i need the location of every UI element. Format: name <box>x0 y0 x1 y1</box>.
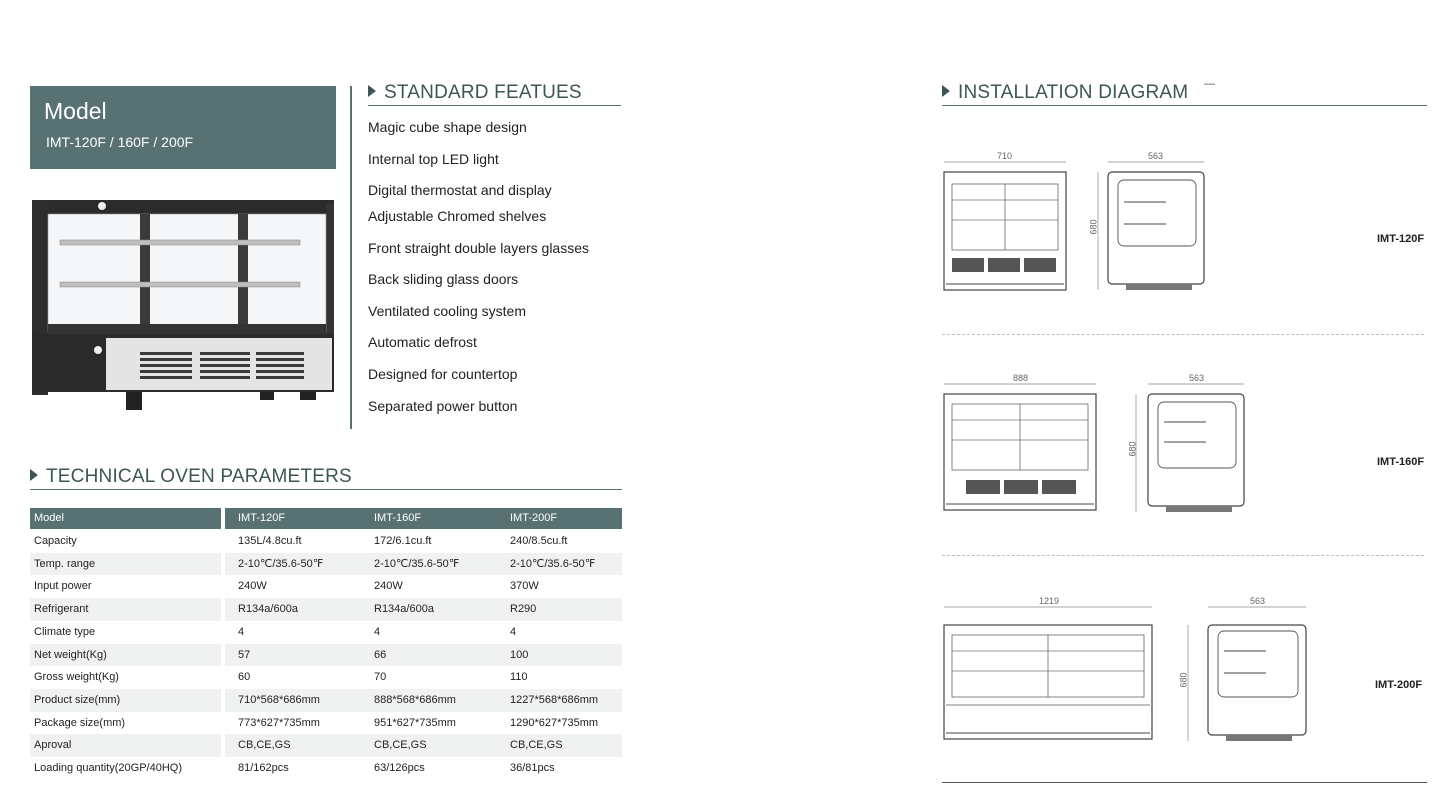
width-dimension: 888 <box>1013 373 1029 383</box>
table-row <box>30 530 622 553</box>
table-row <box>30 734 622 757</box>
table-cell: 888*568*686mm <box>374 693 456 706</box>
feature-item: Internal top LED light <box>368 151 499 167</box>
installation-heading-text: INSTALLATION DIAGRAM <box>958 82 1189 103</box>
table-cell: 1290*627*735mm <box>510 716 599 729</box>
table-header <box>30 508 622 529</box>
table-cell: 57 <box>238 648 251 661</box>
triangle-icon <box>30 469 38 481</box>
table-cell: R134a/600a <box>374 603 434 616</box>
table-cell: CB,CE,GS <box>374 739 427 752</box>
column-gap <box>221 530 225 553</box>
installation-heading-line <box>942 105 1427 106</box>
feature-item: Digital thermostat and display <box>368 182 552 198</box>
header-cell: IMT-160F <box>374 512 422 524</box>
table-row <box>30 757 622 780</box>
table-row <box>30 621 622 644</box>
table-cell: CB,CE,GS <box>510 739 563 752</box>
table-cell: 240W <box>238 580 267 593</box>
installation-heading <box>942 82 1188 104</box>
table-row <box>30 644 622 667</box>
front-view-drawing <box>942 160 1072 295</box>
row-label: Loading quantity(20GP/40HQ) <box>34 762 182 774</box>
table-cell: 172/6.1cu.ft <box>374 535 432 547</box>
row-label: Temp. range <box>34 557 96 570</box>
row-label: Climate type <box>34 625 96 638</box>
table-row <box>30 712 622 735</box>
diagram-model-label: IMT-120F <box>1377 233 1425 245</box>
side-view-drawing <box>1134 382 1249 517</box>
diagram-model-label: IMT-200F <box>1375 679 1423 691</box>
table-row <box>30 689 622 712</box>
feature-item: Ventilated cooling system <box>368 303 526 319</box>
table-row <box>30 598 622 621</box>
front-view-drawing <box>942 605 1157 745</box>
parameters-heading-line <box>30 489 622 490</box>
features-heading <box>368 82 582 104</box>
column-gap <box>221 689 225 712</box>
feature-item: Automatic defrost <box>368 334 477 350</box>
parameters-heading <box>30 466 352 488</box>
depth-dimension: 563 <box>1189 373 1205 383</box>
table-cell: R290 <box>510 603 537 616</box>
column-gap <box>221 575 225 598</box>
column-gap <box>221 734 225 757</box>
table-row <box>30 666 622 689</box>
table-row <box>30 553 622 576</box>
feature-item: Front straight double layers glasses <box>368 240 589 256</box>
header-cell: IMT-200F <box>510 512 558 524</box>
row-label: Gross weight(Kg) <box>34 671 119 684</box>
row-label: Package size(mm) <box>34 716 126 729</box>
parameters-heading-text: TECHNICAL OVEN PARAMETERS <box>46 466 352 487</box>
side-view-drawing <box>1096 160 1211 295</box>
triangle-icon <box>942 85 950 97</box>
side-view-drawing <box>1186 605 1311 745</box>
feature-item: Back sliding glass doors <box>368 271 519 287</box>
depth-dimension: 563 <box>1250 596 1266 606</box>
table-cell: R134a/600a <box>238 603 298 616</box>
row-label: Refrigerant <box>34 603 89 616</box>
column-gap <box>221 757 225 780</box>
table-cell: 240W <box>374 580 403 593</box>
table-cell: 66 <box>374 648 387 661</box>
row-label: Capacity <box>34 535 77 547</box>
product-image <box>30 192 338 417</box>
feature-item: Designed for countertop <box>368 366 518 382</box>
column-gap <box>221 598 225 621</box>
table-cell: 2-10℃/35.6-50℉ <box>238 557 324 570</box>
row-label: Net weight(Kg) <box>34 648 107 661</box>
model-box <box>30 86 336 169</box>
column-gap <box>221 666 225 689</box>
header-cell: IMT-120F <box>238 512 286 524</box>
width-dimension: 1219 <box>1039 596 1060 606</box>
feature-item: Adjustable Chromed shelves <box>368 208 547 224</box>
column-gap <box>221 644 225 667</box>
table-row <box>30 575 622 598</box>
table-cell: 951*627*735mm <box>374 716 456 729</box>
diagram-separator <box>942 555 1424 556</box>
column-gap <box>221 508 225 529</box>
table-cell: 63/126pcs <box>374 762 425 774</box>
feature-item: Magic cube shape design <box>368 119 527 135</box>
model-title: Model <box>44 98 107 124</box>
model-subtitle: IMT-120F / 160F / 200F <box>46 134 194 150</box>
table-cell: 100 <box>510 648 529 661</box>
table-cell: 773*627*735mm <box>238 716 320 729</box>
features-heading-text: STANDARD FEATUES <box>384 82 582 103</box>
table-cell: CB,CE,GS <box>238 739 291 752</box>
height-dimension: 680 <box>1127 441 1138 457</box>
table-cell: 710*568*686mm <box>238 693 320 706</box>
features-heading-line <box>368 105 621 106</box>
triangle-icon <box>368 85 376 97</box>
front-view-drawing <box>942 382 1102 517</box>
column-gap <box>221 712 225 735</box>
table-cell: 2-10℃/35.6-50℉ <box>374 557 460 570</box>
height-dimension: 680 <box>1088 219 1099 235</box>
table-cell: 81/162pcs <box>238 762 289 774</box>
table-cell: 1227*568*686mm <box>510 693 599 706</box>
table-cell: 4 <box>510 625 517 638</box>
row-label: Aproval <box>34 739 72 752</box>
table-cell: 70 <box>374 671 387 684</box>
header-cell: Model <box>34 512 64 524</box>
table-cell: 110 <box>510 671 528 684</box>
column-gap <box>221 621 225 644</box>
table-cell: 60 <box>238 671 251 684</box>
row-label: Product size(mm) <box>34 693 121 706</box>
feature-item: Separated power button <box>368 398 518 414</box>
column-gap <box>221 553 225 576</box>
depth-dimension: 563 <box>1148 151 1164 161</box>
diagram-model-label: IMT-160F <box>1377 456 1425 468</box>
table-cell: 370W <box>510 580 539 593</box>
table-cell: 135L/4.8cu.ft <box>238 535 302 547</box>
row-label: Input power <box>34 580 92 593</box>
table-cell: 2-10℃/35.6-50℉ <box>510 557 596 570</box>
table-cell: 4 <box>374 625 381 638</box>
diagram-separator <box>942 334 1424 335</box>
bottom-line <box>942 782 1427 783</box>
table-cell: 4 <box>238 625 245 638</box>
width-dimension: 710 <box>997 151 1013 161</box>
height-dimension: 680 <box>1178 672 1189 688</box>
table-cell: 240/8.5cu.ft <box>510 535 568 547</box>
vertical-divider <box>350 86 352 429</box>
table-cell: 36/81pcs <box>510 762 555 774</box>
dash-mark: — <box>1204 78 1215 90</box>
